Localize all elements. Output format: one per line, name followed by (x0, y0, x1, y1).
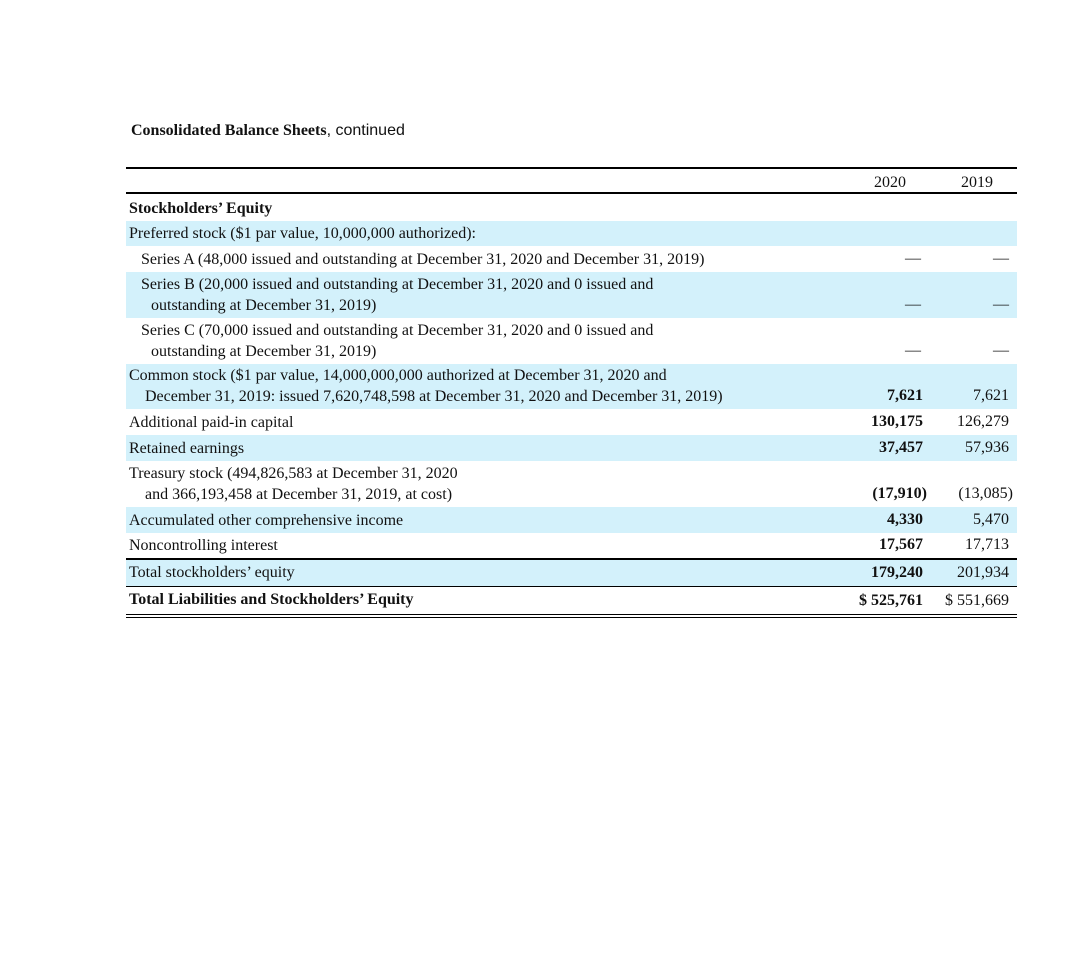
table-row (126, 435, 1017, 461)
table-row (126, 272, 1017, 318)
row-label-line2: and 366,193,458 at December 31, 2019, at cost) (145, 486, 453, 503)
table-header-row (126, 167, 1017, 194)
row-label (126, 272, 841, 316)
section-heading: Stockholders’ Equity (129, 200, 273, 217)
row-label: Retained earnings (129, 440, 245, 457)
table-row (126, 221, 1017, 246)
value-2019: 57,936 (965, 439, 1009, 456)
value-2020: — (905, 250, 921, 267)
value-2019: 126,279 (957, 413, 1009, 430)
row-label (126, 318, 841, 362)
table-row (126, 246, 1017, 272)
value-2020: (17,910) (872, 485, 927, 502)
table-row (126, 409, 1017, 435)
row-label-line2: outstanding at December 31, 2019) (151, 343, 377, 360)
grand-total-row (126, 586, 1017, 618)
value-2020: 7,621 (887, 387, 923, 404)
row-label-line1: Treasury stock (494,826,583 at December 31, 2020 (129, 465, 458, 482)
value-2019: (13,085) (958, 485, 1013, 502)
value-2019: $ 551,669 (945, 592, 1009, 609)
value-2020: 37,457 (879, 439, 923, 456)
table-row (126, 507, 1017, 533)
row-label: Total stockholders’ equity (129, 564, 295, 581)
value-2019: 201,934 (957, 564, 1009, 581)
column-header-2020: 2020 (874, 174, 906, 191)
row-label: Total Liabilities and Stockholders’ Equity (129, 591, 414, 608)
column-header-2019: 2019 (961, 174, 993, 191)
row-label-line1: Series B (20,000 issued and outstanding at December 31, 2020 and 0 issued and (141, 276, 654, 293)
value-2020: 130,175 (871, 413, 923, 430)
value-2020: 4,330 (887, 511, 923, 528)
value-2019: 5,470 (973, 511, 1009, 528)
row-label: Noncontrolling interest (129, 537, 278, 554)
row-label (126, 461, 829, 505)
page-title (131, 122, 405, 140)
row-label-line2: outstanding at December 31, 2019) (151, 297, 377, 314)
value-2019: — (993, 250, 1009, 267)
value-2020: — (905, 296, 921, 313)
value-2020: — (905, 342, 921, 359)
title-bold: Consolidated Balance Sheets (131, 122, 327, 139)
row-label-line1: Series C (70,000 issued and outstanding at December 31, 2020 and 0 issued and (141, 322, 654, 339)
table-row (126, 318, 1017, 364)
table-row (126, 364, 1017, 409)
value-2019: 7,621 (973, 387, 1009, 404)
table-row (126, 461, 1017, 507)
row-label-line2: December 31, 2019: issued 7,620,748,598 at December 31, 2020 and December 31, 2019) (145, 388, 723, 405)
value-2019: 17,713 (965, 536, 1009, 553)
row-label: Accumulated other comprehensive income (129, 512, 404, 529)
total-equity-row (126, 558, 1017, 586)
section-heading-row (126, 194, 1017, 221)
balance-sheet-table (126, 167, 1017, 618)
row-label: Additional paid-in capital (129, 414, 294, 431)
value-2019: — (993, 342, 1009, 359)
row-label: Series A (48,000 issued and outstanding at December 31, 2020 and December 31, 2019) (141, 251, 705, 268)
value-2019: — (993, 296, 1009, 313)
value-2020: 179,240 (871, 564, 923, 581)
row-label-line1: Common stock ($1 par value, 14,000,000,000 authorized at December 31, 2020 and (129, 367, 667, 384)
value-2020: $ 525,761 (859, 592, 923, 609)
title-rest: , continued (326, 122, 405, 139)
value-2020: 17,567 (879, 536, 923, 553)
row-label (126, 364, 829, 407)
row-label: Preferred stock ($1 par value, 10,000,000 authorized): (129, 225, 476, 242)
table-row (126, 533, 1017, 558)
